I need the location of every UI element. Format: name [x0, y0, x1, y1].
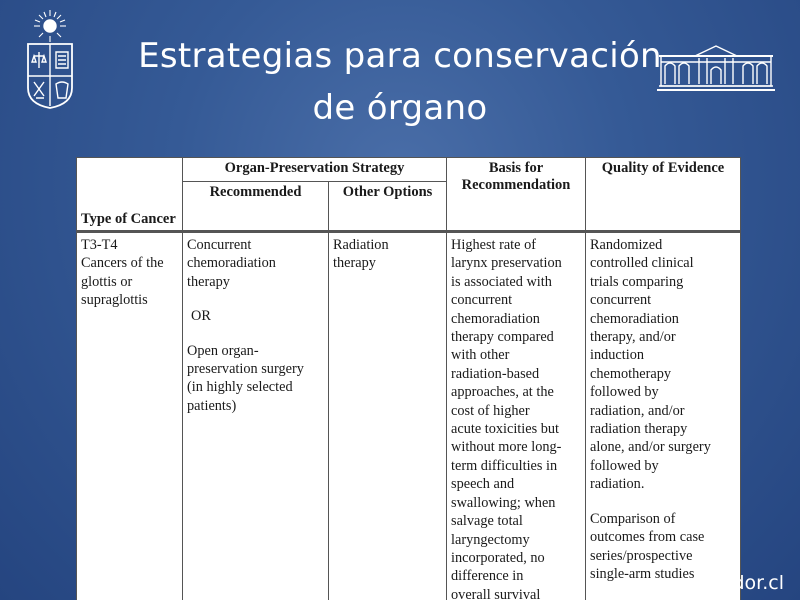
cell-quality-of-evidence: Randomized controlled clinical trials comparing concurrent chemoradiation therapy, and/or induction chemotherapy followed by radiation, and/or radiation therapy alone, and/or surgery followed by radiation. Comparison of outcomes from case series/prospective single-arm studies — [586, 232, 741, 600]
footer-url: dor.cl — [732, 572, 784, 594]
table-row — [77, 232, 741, 600]
header-other-options: Other Options — [329, 182, 447, 232]
header-recommended: Recommended — [183, 182, 329, 232]
header-basis-for-recommendation: Basis for Recommendation — [447, 158, 586, 232]
slide-title-line2: de órgano — [312, 88, 488, 128]
or-separator: OR — [191, 308, 211, 325]
header-quality-of-evidence: Quality of Evidence — [586, 158, 741, 232]
slide-title — [100, 30, 700, 134]
header-organ-preservation-strategy: Organ-Preservation Strategy — [183, 158, 447, 182]
header-type-of-cancer: Type of Cancer — [77, 158, 183, 232]
cell-type-of-cancer: T3-T4 Cancers of the glottis or supraglottis — [77, 232, 183, 600]
university-seal-logo — [22, 8, 78, 110]
cell-basis-for-recommendation: Highest rate of larynx preservation is associated with concurrent chemoradiation therapy compared with other radiation-based approaches, at the cost of higher acute toxicities but without more long- term difficulties in speech and swallowing; when salvage total laryngectomy incorporated, no difference in overall survival — [447, 232, 586, 600]
slide-title-line1: Estrategias para conservación — [138, 36, 662, 76]
cell-other-options: Radiation therapy — [329, 232, 447, 600]
cell-recommended: Concurrent chemoradiation therapy OR Open organ- preservation surgery (in highly selected patients) — [183, 232, 329, 600]
organ-preservation-table — [76, 157, 740, 600]
